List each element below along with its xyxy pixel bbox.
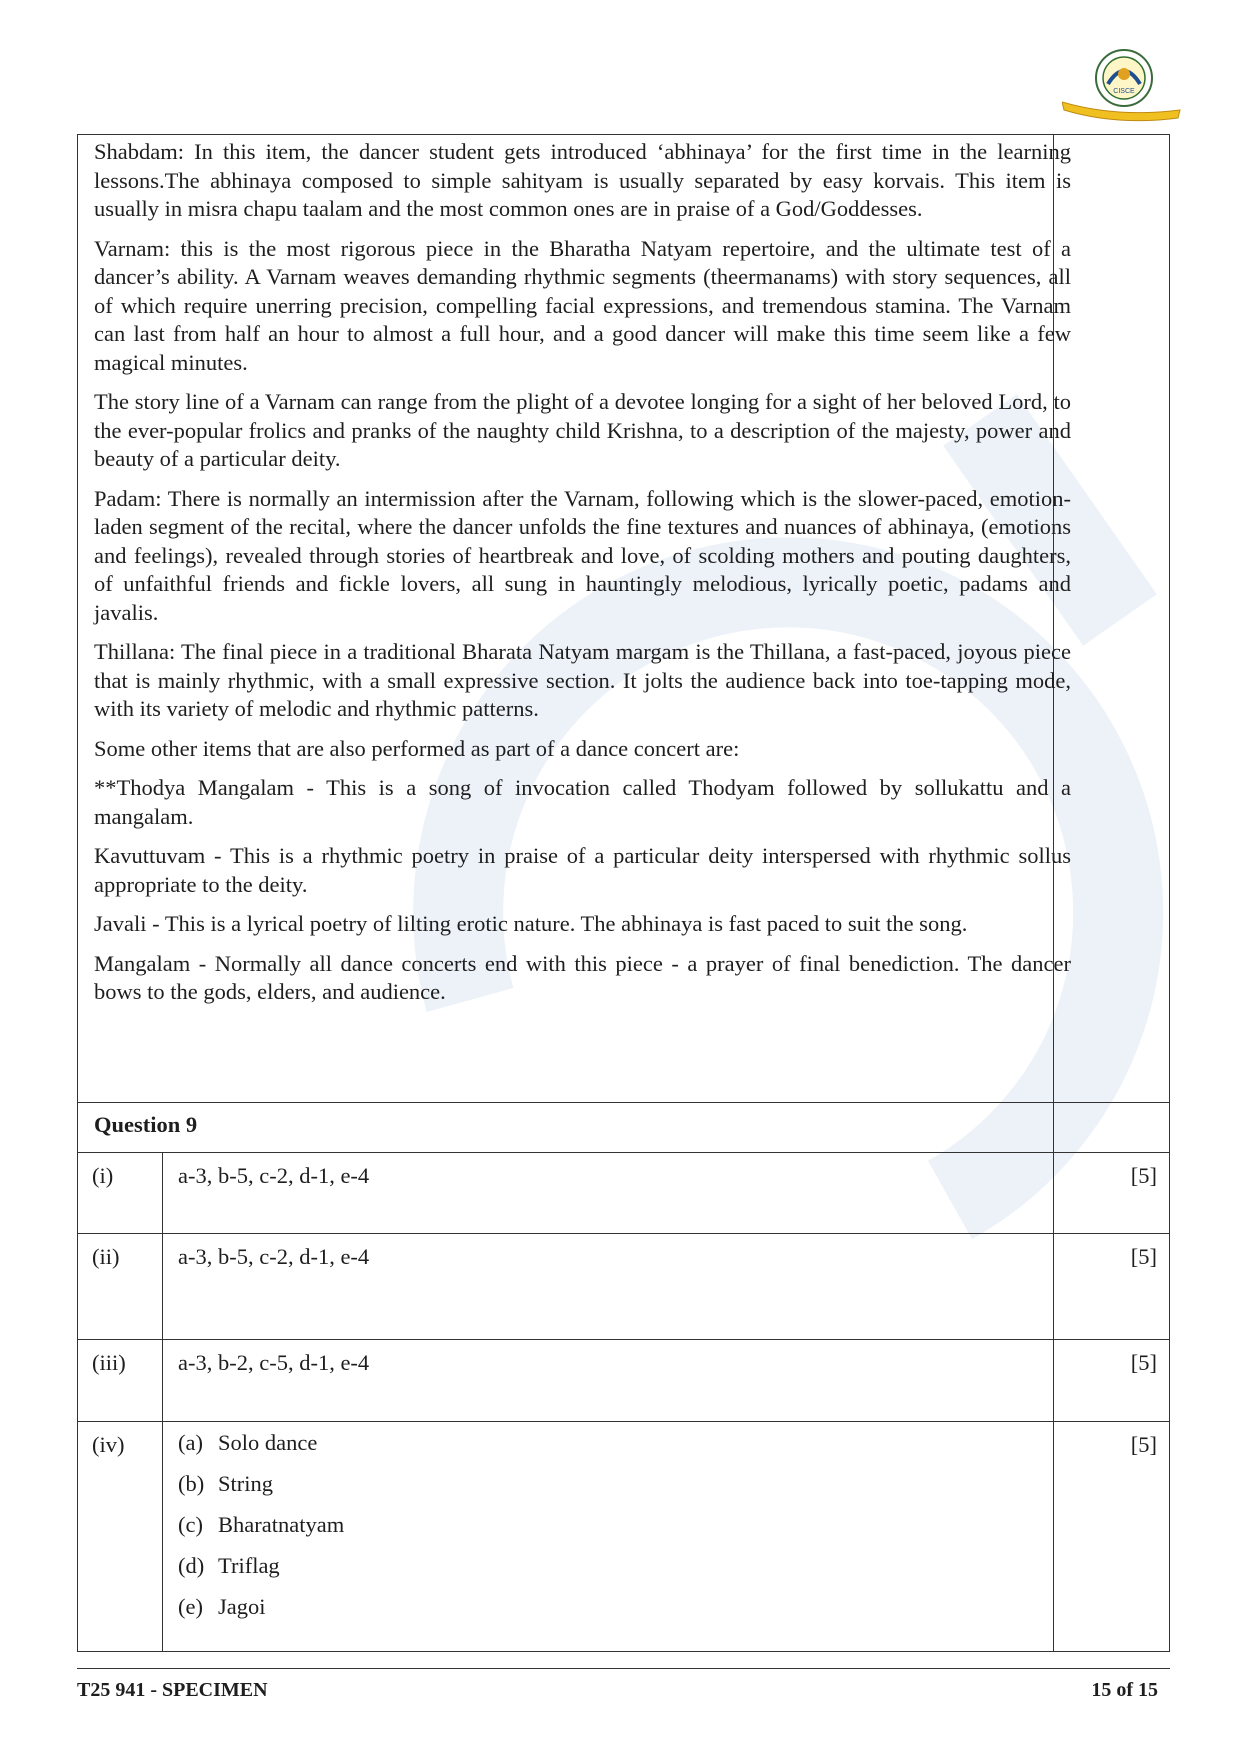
part-answer: a-3, b-5, c-2, d-1, e-4 — [178, 1163, 370, 1188]
row-divider — [78, 1233, 1169, 1234]
answer-paragraph: Padam: There is normally an intermission after the Varnam, following which is the slower-paced, emotion-laden segment of the recital, where the dancer unfolds the fine textures and nuances of abhinaya, (emotions and feelings), revealed through stories of heartbreak and love, of scolding mothers and pouting daughters, of unfaithful friends and fickle lovers, all sung in hauntingly melodious, lyrically poetic, padams and javalis. — [94, 485, 1071, 625]
part-number: (iii) — [92, 1350, 126, 1375]
sub-answer-letter: (a) — [178, 1430, 203, 1455]
sub-answer-item — [178, 1504, 344, 1545]
sub-answer-letter: (c) — [178, 1512, 203, 1537]
sub-answer-item — [178, 1586, 344, 1627]
sub-answer-item — [178, 1422, 344, 1463]
sub-answer-letter: (e) — [178, 1594, 203, 1619]
footer-divider — [77, 1668, 1170, 1669]
answer-paragraph: The story line of a Varnam can range from the plight of a devotee longing for a sight of her beloved Lord, to the ever-popular frolics and pranks of the naughty child Krishna, to a description of the majesty, power and beauty of a particular deity. — [94, 389, 1071, 471]
answer-paragraph: Javali - This is a lyrical poetry of lilting erotic nature. The abhinaya is fast paced to suit the song. — [94, 911, 968, 936]
answer-paragraph: Kavuttuvam - This is a rhythmic poetry in praise of a particular deity interspersed with rhythmic sollus appropriate to the deity. — [94, 843, 1071, 897]
part-answer: a-3, b-2, c-5, d-1, e-4 — [178, 1350, 370, 1375]
cisce-logo — [1062, 46, 1182, 126]
part-number: (ii) — [92, 1244, 120, 1269]
answer-text-block — [94, 135, 1071, 1018]
row-divider — [78, 1102, 1169, 1103]
sub-answer-list — [178, 1422, 344, 1627]
sub-answer-item — [178, 1463, 344, 1504]
answer-paragraph: Some other items that are also performed as part of a dance concert are: — [94, 735, 740, 761]
part-marks: [5] — [1130, 1350, 1157, 1375]
part-marks: [5] — [1130, 1432, 1157, 1457]
part-marks: [5] — [1130, 1163, 1157, 1188]
sub-answer-letter: (d) — [178, 1553, 205, 1578]
question-title: Question 9 — [94, 1112, 198, 1137]
svg-text:CISCE: CISCE — [1113, 88, 1135, 95]
answer-paragraph: Thillana: The final piece in a traditional Bharata Natyam margam is the Thillana, a fast-paced, joyous piece that is mainly rhythmic, with a small expressive section. It jolts the audience back into toe-tapping mode, with its variety of melodic and rhythmic patterns. — [94, 639, 1071, 721]
part-number-column-divider — [162, 1153, 163, 1651]
part-marks: [5] — [1130, 1244, 1157, 1269]
sub-answer-text: Bharatnatyam — [218, 1512, 345, 1537]
sub-answer-text: Triflag — [218, 1553, 280, 1578]
row-divider — [78, 1152, 1169, 1153]
part-answer: a-3, b-5, c-2, d-1, e-4 — [178, 1244, 370, 1269]
sub-answer-text: Solo dance — [218, 1430, 318, 1455]
answer-paragraph: Shabdam: In this item, the dancer student gets introduced ‘abhinaya’ for the first time in the learning lessons.The abhinaya composed to simple sahityam is usually separated by easy korvais. This item is usually in misra chapu taalam and the most common ones are in praise of a God/Goddesses. — [94, 139, 1071, 221]
sub-answer-item — [178, 1545, 344, 1586]
paper-code: T25 941 - SPECIMEN — [77, 1679, 268, 1701]
part-number: (i) — [92, 1163, 114, 1188]
sub-answer-text: Jagoi — [218, 1594, 266, 1619]
answer-paragraph: **Thodya Mangalam - This is a song of invocation called Thodyam followed by sollukattu and a mangalam. — [94, 775, 1071, 829]
sub-answer-text: String — [218, 1471, 274, 1496]
sub-answer-letter: (b) — [178, 1471, 205, 1496]
page-number: 15 of 15 — [1091, 1679, 1158, 1701]
part-number: (iv) — [92, 1432, 125, 1457]
answer-paragraph: Varnam: this is the most rigorous piece in the Bharatha Natyam repertoire, and the ultimate test of a dancer’s ability. A Varnam weaves demanding rhythmic segments (theermanams) with story sequences, all of which require unerring precision, compelling facial expressions, and tremendous stamina. The Varnam can last from half an hour to almost a full hour, and a good dancer will make this time seem like a few magical minutes. — [94, 235, 1071, 375]
marking-scheme-table — [77, 134, 1170, 1652]
row-divider — [78, 1339, 1169, 1340]
answer-paragraph: Mangalam - Normally all dance concerts end with this piece - a prayer of final benediction. The dancer bows to the gods, elders, and audience. — [94, 950, 1071, 1004]
